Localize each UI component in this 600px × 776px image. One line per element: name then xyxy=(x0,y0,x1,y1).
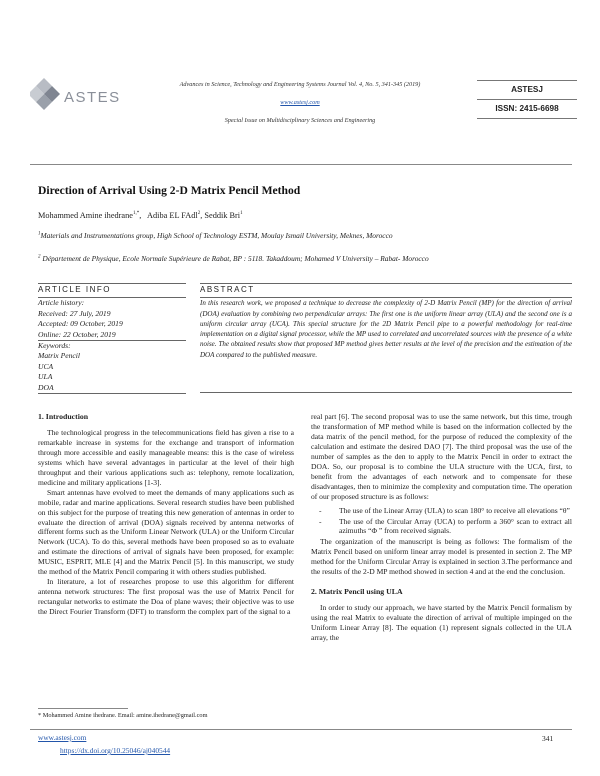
section-1-heading: 1. Introduction xyxy=(38,412,89,421)
abstract-text: In this research work, we proposed a technique to decrease the complexity of 2-D Matrix Pencil (MP) for the direction of arrival (DOA) evaluation by combining two perpendicular arrays: The first one is the uniform linear array (ULA) and the second one is a uniform circular array (UCA). This special structure for the 2D Matrix Pencil pipe to a powerful methodology for real-time implementation on a digital signal processor, while the MP used to correlated and uncorrelated sources with the presence of a white noise. The obtained results show that proposed MP method gives better results at the level of the precision and the estimation of the DOA compared to the published measure. xyxy=(200,299,572,359)
bullet-list xyxy=(311,506,572,537)
abstract-bottom-rule xyxy=(200,392,572,393)
author-list: Mohammed Amine ihedrane$^{1,*}$, Adiba EL FAdl$^2$, Seddik Bri$^1$ xyxy=(38,211,243,220)
affiliation-1 xyxy=(38,231,393,240)
badge-issn: ISSN: 2415-6698 xyxy=(477,100,577,119)
affil-text: Materials and Instrumentations group, High School of Technology ESTM, Moulay Ismail University, Meknes, Morocco xyxy=(40,231,393,240)
logo-emblem xyxy=(30,78,60,110)
keywords-label: Keywords: xyxy=(38,341,71,351)
author-sup: 1 xyxy=(240,211,243,217)
keyword: ULA xyxy=(38,372,53,382)
affil-sup: 2 xyxy=(38,254,41,260)
author-name: Seddik Bri xyxy=(204,211,241,220)
right-column xyxy=(311,412,572,643)
paragraph: The organization of the manuscript is being as follows: The formalism of the Matrix Pencil based on uniform linear array model is presented in section 2. The MP method for the Uniform Circular Array is explained in section 3.The performance and the results of the 2-D MP method showed in section 4 and at the end the conclusion. xyxy=(311,537,572,577)
badge-name: ASTESJ xyxy=(477,80,577,100)
history-label: Article history: xyxy=(38,298,85,308)
article-title: Direction of Arrival Using 2-D Matrix Pencil Method xyxy=(38,184,301,197)
logo-text: ASTES xyxy=(64,89,121,106)
affil-sup: 1 xyxy=(38,231,41,237)
author-sup: 2 xyxy=(197,211,201,217)
keyword: UCA xyxy=(38,361,54,371)
left-column xyxy=(38,412,294,617)
paragraph: Smart antennas have evolved to meet the demands of many applications such as mobile, radar and marine applications. Several research studies have been published on this subject for the purpose of treating this new generation of antennas in order to evaluate the direction of arrival (DOA) signals received by antenna networks of different forms such as the Uniform Linear Network (ULA) or the Uniform Circular Network (UCA). To do this, several methods have been proposed so as to evaluate and estimate the directions of arrival of signals have been proposed, for example: MUSIC, ESPRIT, MLE [4] and the Matrix Pencil [5]. In this manuscript, we study the method of the Matrix Pencil comparing it with others studies published. xyxy=(38,487,294,577)
affil-text: Département de Physique, Ecole Normale Supérieure de Rabat, BP : 5118. Takaddoum; Mohamed V University – Rabat- Morocco xyxy=(42,254,429,263)
paragraph: The technological progress in the telecommunications field has given a rise to a remarkable increase in systems for the exchange and transport of information through more accessible and easily manageable means: this is the case of wireless systems which have several advantages in particular at the level of their high throughput and their various applications such as: telephony, remote localization, medicine and military applications [1-3]. xyxy=(38,427,294,487)
author-sup: 1,* xyxy=(132,211,140,217)
footer-rule xyxy=(30,729,572,730)
astes-logo xyxy=(30,72,150,122)
keyword: Matrix Pencil xyxy=(38,351,80,361)
section-2-heading: 2. Matrix Pencil using ULA xyxy=(311,587,403,597)
journal-header xyxy=(150,80,450,125)
header-rule xyxy=(30,164,572,165)
paragraph: In order to study our approach, we have started by the Matrix Pencil formalism by using the real Matrix to evaluate the direction of arrival of multiple impinged on the Uniform Linear Array [8]. The equation (1) represent signals collected in the ULA array, the xyxy=(311,603,572,643)
accepted-date: Accepted: 09 October, 2019 xyxy=(38,319,123,329)
affiliation-2 xyxy=(38,254,429,263)
footnote: * Mohammed Amine ihedrane. Email: amine.ihedrane@gmail.com xyxy=(38,712,208,719)
page-number: 341 xyxy=(542,734,554,743)
abstract xyxy=(200,283,572,360)
journal-url-link[interactable]: www.astesj.com xyxy=(280,99,320,106)
author-name: Adiba EL FAdl xyxy=(147,211,198,220)
paragraph: In literature, a lot of researches propose to use this algorithm for different antenna network structures: The first proposal was the use of Matrix Pencil for rectangular networks to estimate the Doa of plane waves; their objective was to use the Direct Fourier Transform (DFT) to transform the complex part of the signal to a xyxy=(38,577,294,617)
paragraph: real part [6]. The second proposal was to use the same network, but this time, trough the transformation of MP method while is based on the information collected by the data matrix of the pencil method, for the purpose of reduced the complexity of the calculation and estimate the desired DAO [7]. The third proposal was the use of the number of samples as the den to apply to the Matrix Pencil in order to extract the DOA. So, our proposal is to combine the ULA structure with the UCA, first, to benefit from the advantages of each network and to compensate for these disadvantages, then to minimize the complexity and computation time. The operation of our proposed structure is as follows: xyxy=(311,412,572,501)
special-issue: Special Issue on Multidisciplinary Sciences and Engineering xyxy=(224,117,376,124)
bullet-item: - The use of the Circular Array (UCA) to perform a 360° scan to extract all azimuths “Φ ” from received signals. xyxy=(339,517,572,537)
article-info xyxy=(38,283,186,394)
author-name: Mohammed Amine ihedrane xyxy=(38,211,133,220)
keyword: DOA xyxy=(38,382,54,392)
abstract-heading: ABSTRACT xyxy=(200,283,572,297)
doi-link[interactable]: https://dx.doi.org/10.25046/aj040544 xyxy=(60,746,171,755)
bullet-item: - The use of the Linear Array (ULA) to scan 180° to receive all elevations “θ” xyxy=(339,506,572,516)
footnote-rule xyxy=(38,708,128,709)
footer-site-link[interactable]: www.astesj.com xyxy=(38,733,87,742)
online-date: Online: 22 October, 2019 xyxy=(38,329,116,339)
article-info-heading: ARTICLE INFO xyxy=(38,283,186,297)
received-date: Received: 27 July, 2019 xyxy=(38,308,111,318)
journal-badge xyxy=(477,80,577,119)
journal-line: Advances in Science, Technology and Engineering Systems Journal Vol. 4, No. 5, 341-345 (2019) xyxy=(179,81,421,88)
